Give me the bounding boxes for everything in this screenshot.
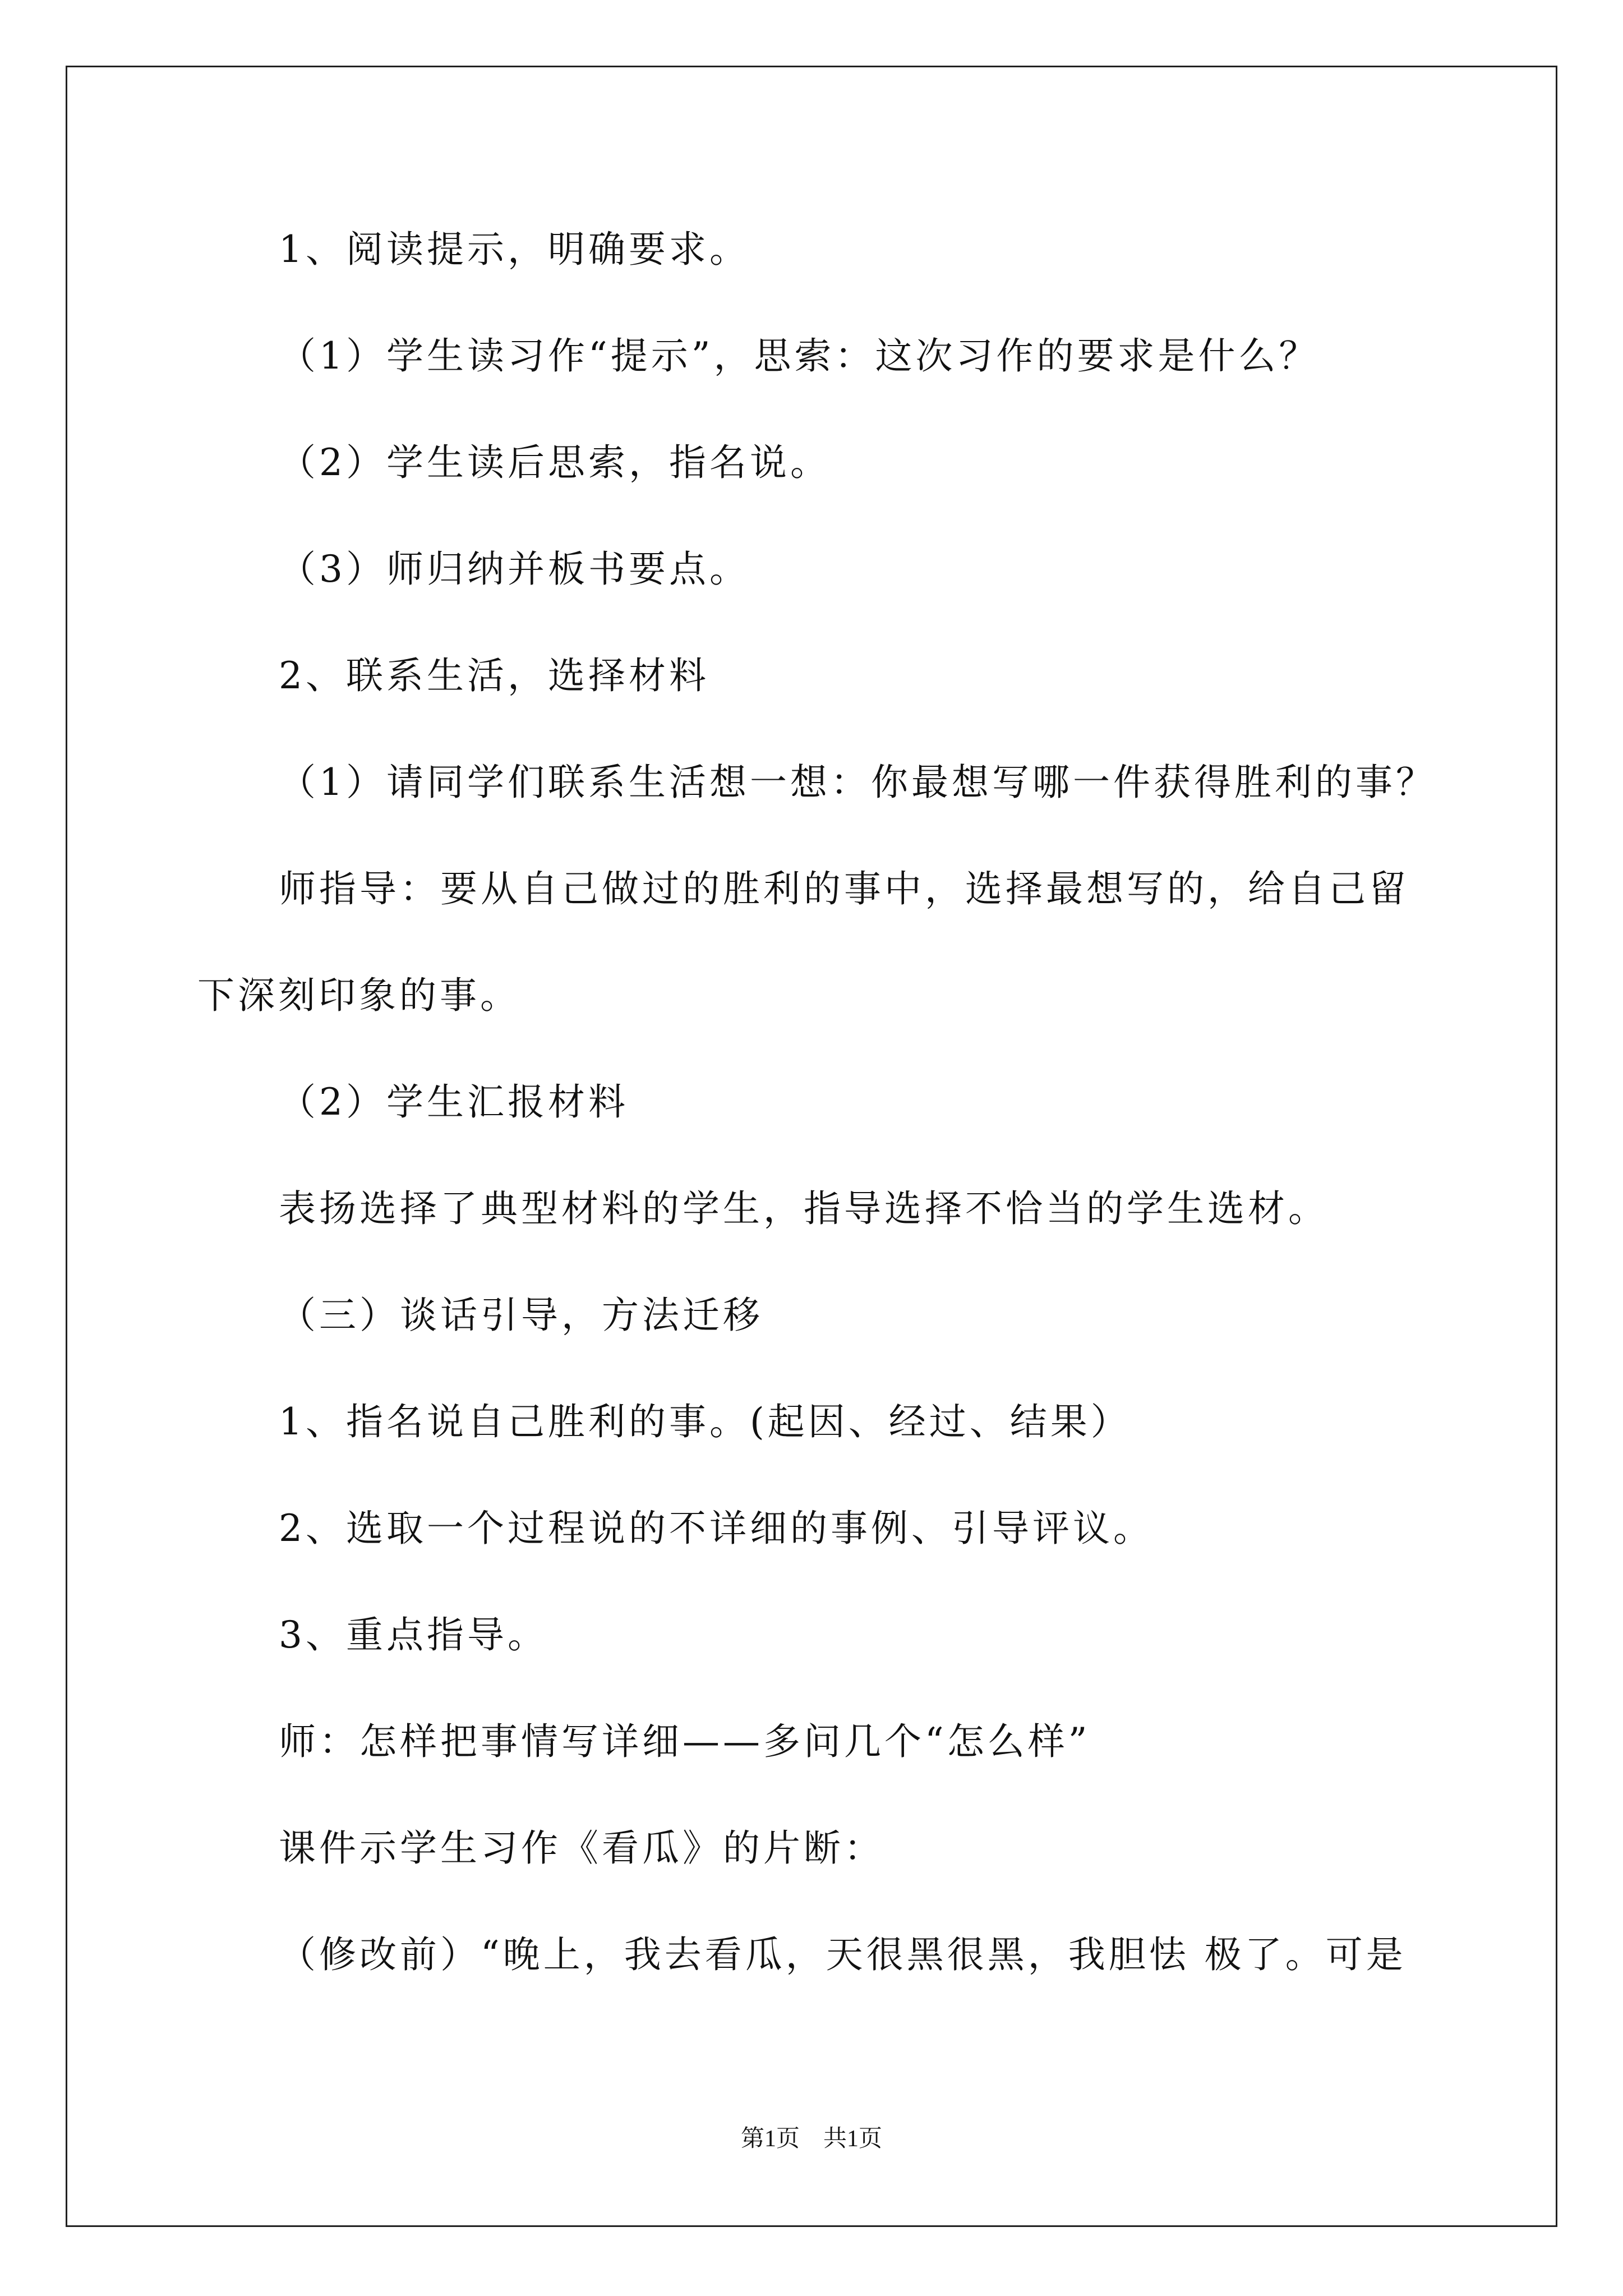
text-line: 课件示学生习作《看瓜》的片断： xyxy=(279,1826,884,1870)
text-line: 表扬选择了典型材料的学生，指导选择不恰当的学生选材。 xyxy=(279,1187,1329,1230)
text-line: （3）师归纳并板书要点。 xyxy=(279,547,750,591)
text-line: 下深刻印象的事。 xyxy=(197,974,520,1017)
text-line: （三）谈话引导，方法迁移 xyxy=(279,1294,763,1337)
text-line: 1、阅读提示，明确要求。 xyxy=(279,228,750,271)
page-footer: 第1页 共1页 xyxy=(740,2126,882,2152)
text-line: （1）学生读习作“提示”，思索：这次习作的要求是什么？ xyxy=(279,334,1320,378)
text-line: 1、指名说自己胜利的事。(起因、经过、结果） xyxy=(279,1400,1131,1443)
text-line: 3、重点指导。 xyxy=(279,1613,548,1657)
text-line: 2、选取一个过程说的不详细的事例、引导评议。 xyxy=(279,1507,1154,1550)
text-line: （2）学生汇报材料 xyxy=(279,1080,629,1124)
text-line: 2、联系生活，选择材料 xyxy=(279,654,709,697)
text-line: （2）学生读后思索，指名说。 xyxy=(279,441,831,484)
text-line: （修改前）“晚上，我去看瓜，天很黑很黑，我胆怯 极了。可是 xyxy=(279,1933,1407,1976)
text-line: 师指导：要从自己做过的胜利的事中，选择最想写的，给自己留 xyxy=(279,867,1409,910)
text-line: 师：怎样把事情写详细——多问几个“怎么样” xyxy=(279,1720,1091,1763)
text-line: （1）请同学们联系生活想一想：你最想写哪一件获得胜利的事？ xyxy=(279,761,1436,804)
